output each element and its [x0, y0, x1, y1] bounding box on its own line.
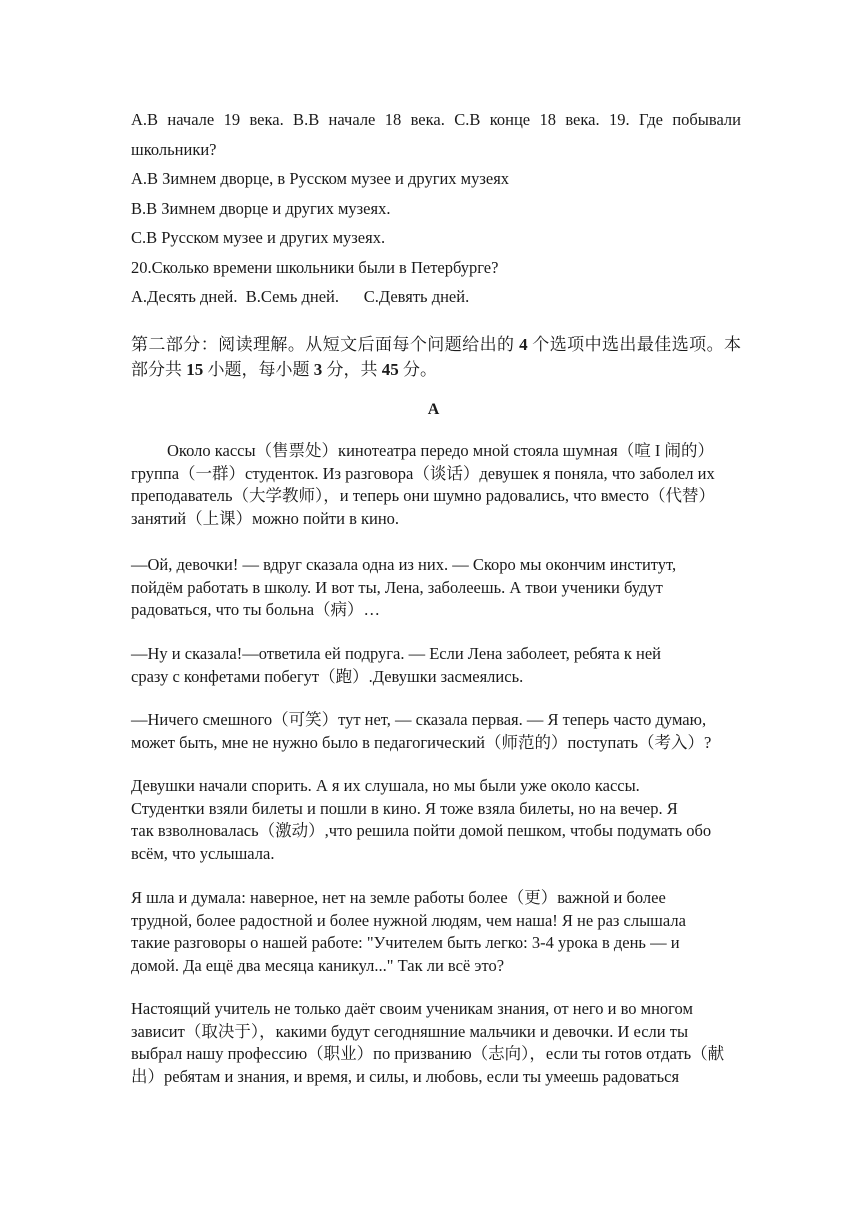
- passage-title: A: [427, 401, 440, 418]
- passage-line: группа（一群）студенток. Из разговора（谈话）девушек я поняла, что заболел их: [131, 463, 715, 483]
- part2-instructions: [131, 332, 741, 382]
- q19-option-b: В.В Зимнем дворце и других музеях.: [131, 198, 391, 218]
- passage-paragraph-1: [131, 440, 741, 530]
- part1-questions: [131, 105, 741, 312]
- passage-line: Я шла и думала: наверное, нет на земле работы более（更）важной и более: [131, 888, 666, 907]
- passage-paragraph-7: [131, 998, 741, 1088]
- passage-line: Около кассы（售票处）кинотеатра передо мной стояла шумная（喧 I 闹的）: [167, 441, 714, 460]
- part2-instruction-line1: 第二部分：阅读理解。从短文后面每个问题给出的 4 个选项中选出最佳选项。本: [131, 335, 742, 354]
- passage-line: трудной, более радостной и более нужной людям, чем наша! Я не раз слышала: [131, 910, 686, 930]
- passage-line: радоваться, что ты больна（病）…: [131, 600, 381, 620]
- passage-line: преподаватель（大学教师），и теперь они шумно радовались, что вместо（代替）: [131, 486, 716, 506]
- passage-paragraph-5: [131, 775, 741, 865]
- passage-line: пойдём работать в школу. И вот ты, Лена, заболеешь. А твои ученики будут: [131, 577, 663, 597]
- passage-line: —Ой, девочки! — вдруг сказала одна из них. — Скоро мы окончим институт,: [131, 555, 677, 574]
- passage-line: Студентки взяли билеты и пошли в кино. Я тоже взяла билеты, но на вечер. Я: [131, 798, 678, 818]
- passage-line: сразу с конфетами побегут（跑）.Девушки засмеялись.: [131, 666, 524, 686]
- passage-line: так взволновалась（激动）,что решила пойти домой пешком, чтобы подумать обо: [131, 821, 712, 841]
- passage-line: Девушки начали спорить. А я их слушала, но мы были уже около кассы.: [131, 776, 640, 795]
- q20-question: 20.Сколько времени школьники были в Петербурге?: [131, 257, 499, 277]
- passage-line: домой. Да ещё два месяца каникул..." Так ли всё это?: [131, 955, 505, 975]
- part2-instruction-line2: 部分共 15 小题，每小题 3 分，共 45 分。: [131, 360, 437, 379]
- passage-line: может быть, мне не нужно было в педагогический（师范的）поступать（考入）?: [131, 732, 712, 752]
- passage-paragraph-6: [131, 887, 741, 977]
- passage-paragraph-4: [131, 709, 741, 754]
- q20-options: А.Десять дней. В.Семь дней. С.Девять дней.: [131, 287, 470, 306]
- passage-line: —Ничего смешного（可笑）тут нет, — сказала первая. — Я теперь часто думаю,: [131, 710, 707, 729]
- passage-line: выбрал нашу профессию（职业）по призванию（志向），если ты готов отдать（献: [131, 1044, 725, 1064]
- q19-option-a: А.В Зимнем дворце, в Русском музее и других музеях: [131, 169, 510, 188]
- passage-line: зависит（取决于），какими будут сегодняшние мальчики и девочки. И если ты: [131, 1021, 689, 1041]
- passage-line: всём, что услышала.: [131, 843, 275, 863]
- q19-question-cont: школьники?: [131, 139, 217, 159]
- passage-line: 出）ребятам и знания, и время, и силы, и любовь, если ты умеешь радоваться: [131, 1066, 680, 1086]
- q19-option-c: С.В Русском музее и других музеях.: [131, 228, 386, 247]
- passage-line: —Ну и сказала!—ответила ей подруга. — Если Лена заболеет, ребята к ней: [131, 644, 661, 663]
- passage-line: такие разговоры о нашей работе: "Учителем быть легко: 3-4 урока в день — и: [131, 933, 680, 953]
- q18-options-q19-start: А.В начале 19 века. В.В начале 18 века. С.В конце 18 века. 19. Где побывали: [131, 110, 741, 129]
- passage-paragraph-2: [131, 554, 741, 622]
- passage-paragraph-3: [131, 643, 741, 688]
- passage-line: занятий（上课）можно пойти в кино.: [131, 508, 400, 528]
- passage-line: Настоящий учитель не только даёт своим ученикам знания, от него и во многом: [131, 999, 693, 1018]
